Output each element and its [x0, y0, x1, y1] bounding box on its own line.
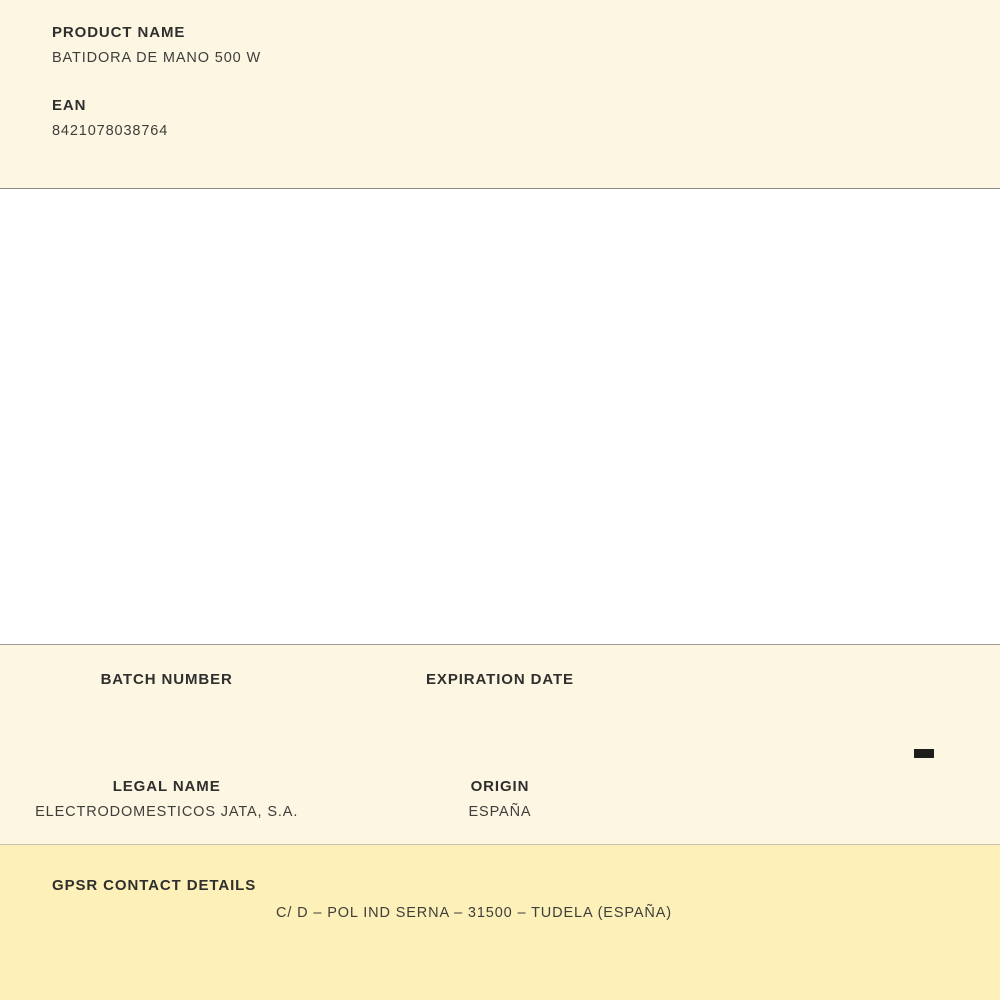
expiration-date-label: EXPIRATION DATE — [426, 671, 574, 688]
ean-label: EAN — [52, 97, 87, 114]
batch-number-field — [0, 671, 333, 714]
traceability-band — [0, 645, 1000, 845]
traceability-spacer-2 — [667, 778, 1000, 821]
product-image-area — [0, 189, 1000, 645]
origin-value: ESPAÑA — [468, 804, 532, 820]
ean-field — [52, 97, 948, 139]
legal-name-label: LEGAL NAME — [112, 778, 221, 795]
ean-value: 8421078038764 — [52, 123, 169, 139]
batch-number-label: BATCH NUMBER — [100, 671, 233, 688]
gpsr-contact-band — [0, 845, 1000, 1000]
origin-field — [333, 778, 666, 821]
product-identification-band — [0, 0, 1000, 189]
gpsr-contact-label: GPSR CONTACT DETAILS — [52, 877, 257, 894]
product-name-value: BATIDORA DE MANO 500 W — [52, 50, 262, 66]
batch-number-value — [0, 697, 333, 714]
traceability-row-1 — [0, 671, 1000, 714]
legal-name-field — [0, 778, 333, 821]
expiration-date-field — [333, 671, 666, 714]
product-name-label: PRODUCT NAME — [52, 24, 186, 41]
traceability-spacer — [667, 671, 1000, 714]
gpsr-contact-address: C/ D – POL IND SERNA – 31500 – TUDELA (ESPAÑA) — [276, 905, 672, 921]
product-name-field — [52, 24, 948, 66]
traceability-row-2 — [0, 778, 1000, 821]
legal-name-value: ELECTRODOMESTICOS JATA, S.A. — [35, 804, 299, 820]
expiration-date-value — [333, 697, 666, 714]
origin-label: ORIGIN — [470, 778, 530, 795]
ce-marking-icon — [856, 723, 940, 785]
